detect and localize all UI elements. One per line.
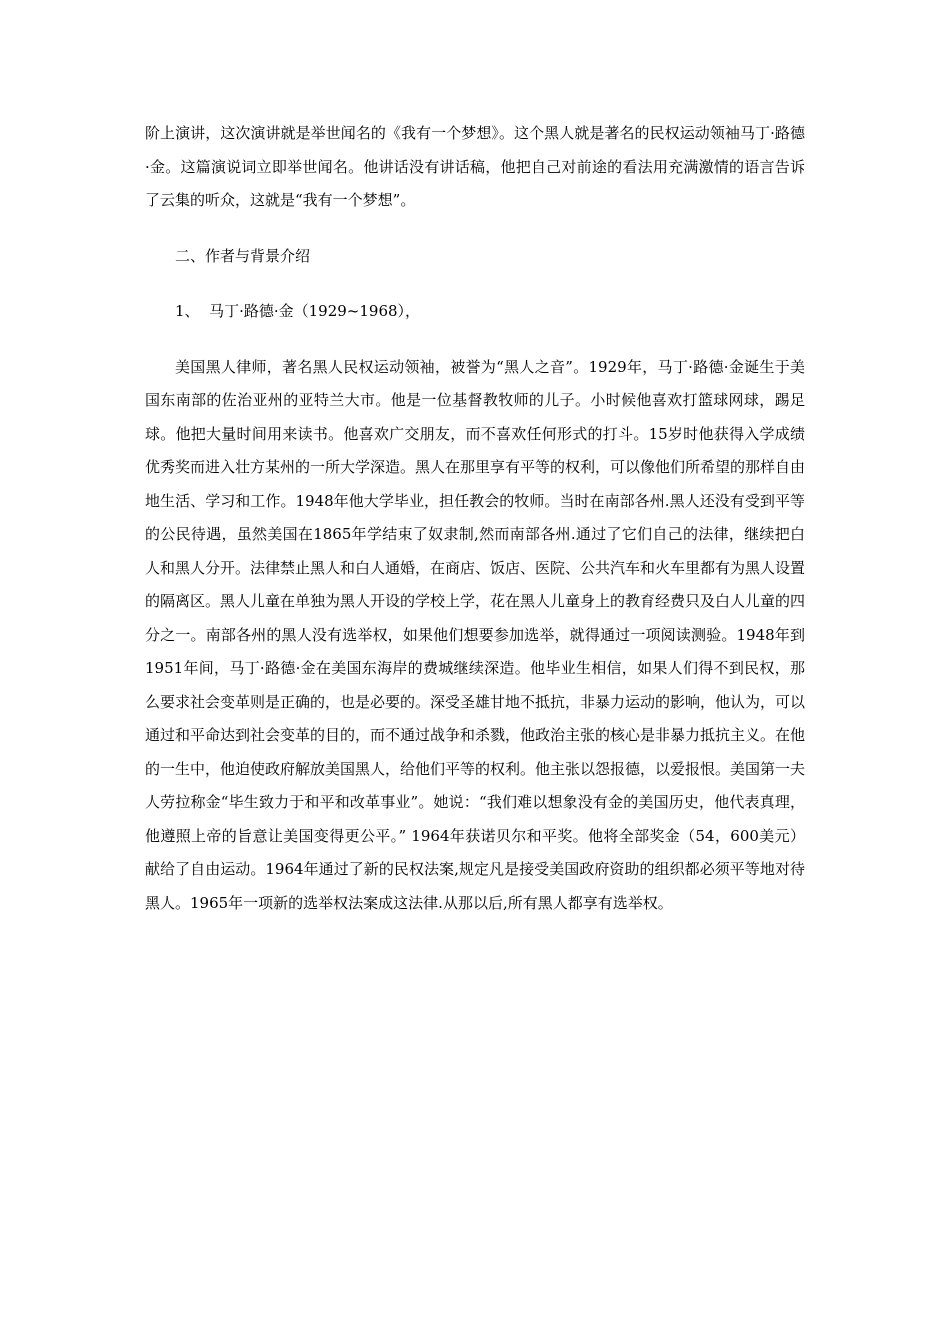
section-heading: 二、作者与背景介绍 — [175, 246, 311, 265]
biography-paragraph: 美国黑人律师，著名黑人民权运动领袖，被誉为“黑人之音”。1929年，马丁·路德·金诞生于美国东南部的佐治亚州的亚特兰大市。他是一位基督教牧师的儿子。小时候他喜欢打篮球网球，踢足球。他把大量时间用来读书。他喜欢广交朋友，而不喜欢任何形式的打斗。15岁时他获得入学成绩优秀奖而进入壮方某州的一所大学深造。黑人在那里享有平等的权利，可以像他们所希望的那样自由地生活、学习和工作。1948年他大学毕业，担任教会的牧师。当时在南部各州.黑人还没有受到平等的公民待遇，虽然美国在1865年学结束了奴隶制,然而南部各州.通过了它们自己的法律，继续把白人和黑人分开。法律禁止黑人和白人通婚，在商店、饭店、医院、公共汽车和火车里都有为黑人设置的隔离区。黑人儿童在单独为黑人开设的学校上学，花在黑人儿童身上的教育经费只及白人儿童的四分之一。南部各州的黑人没有选举权，如果他们想要参加选举，就得通过一项阅读测验。1948年到1951年间，马丁·路德·金在美国东海岸的费城继续深造。他毕业生相信，如果人们得不到民权，那么要求社会变革则是正确的，也是必要的。深受圣雄甘地不抵抗，非暴力运动的影响，他认为，可以通过和平命达到社会变革的目的，而不通过战争和杀戮，他政治主张的核心是非暴力抵抗主义。在他的一生中，他迫使政府解放美国黑人，给他们平等的权利。他主张以怨报德，以爱报恨。美国第一夫人劳拉称金“毕生致力于和平和改革事业”。她说：“我们难以想象没有金的美国历史，他代表真理，他遵照上帝的旨意让美国变得更公平。” 1964年获诺贝尔和平奖。他将全部奖金（54，600美元）献给了自由运动。1964年通过了新的民权法案,规定凡是接受美国政府资助的组织都必须平等地对待黑人。1965年一项新的选举权法案成这法律.从那以后,所有黑人都享有选举权。 — [145, 357, 806, 912]
document-body — [145, 117, 805, 920]
subheading: 1、 马丁·路德·金（1929~1968）， — [175, 302, 421, 320]
intro-paragraph: 阶上演讲，这次演讲就是举世闻名的《我有一个梦想》。这个黑人就是著名的民权运动领袖马丁·路德·金。这篇演说词立即举世闻名。他讲话没有讲话稿，他把自己对前途的看法用充满激情的语言告诉了云集的听众，这就是“我有一个梦想”。 — [145, 124, 805, 209]
